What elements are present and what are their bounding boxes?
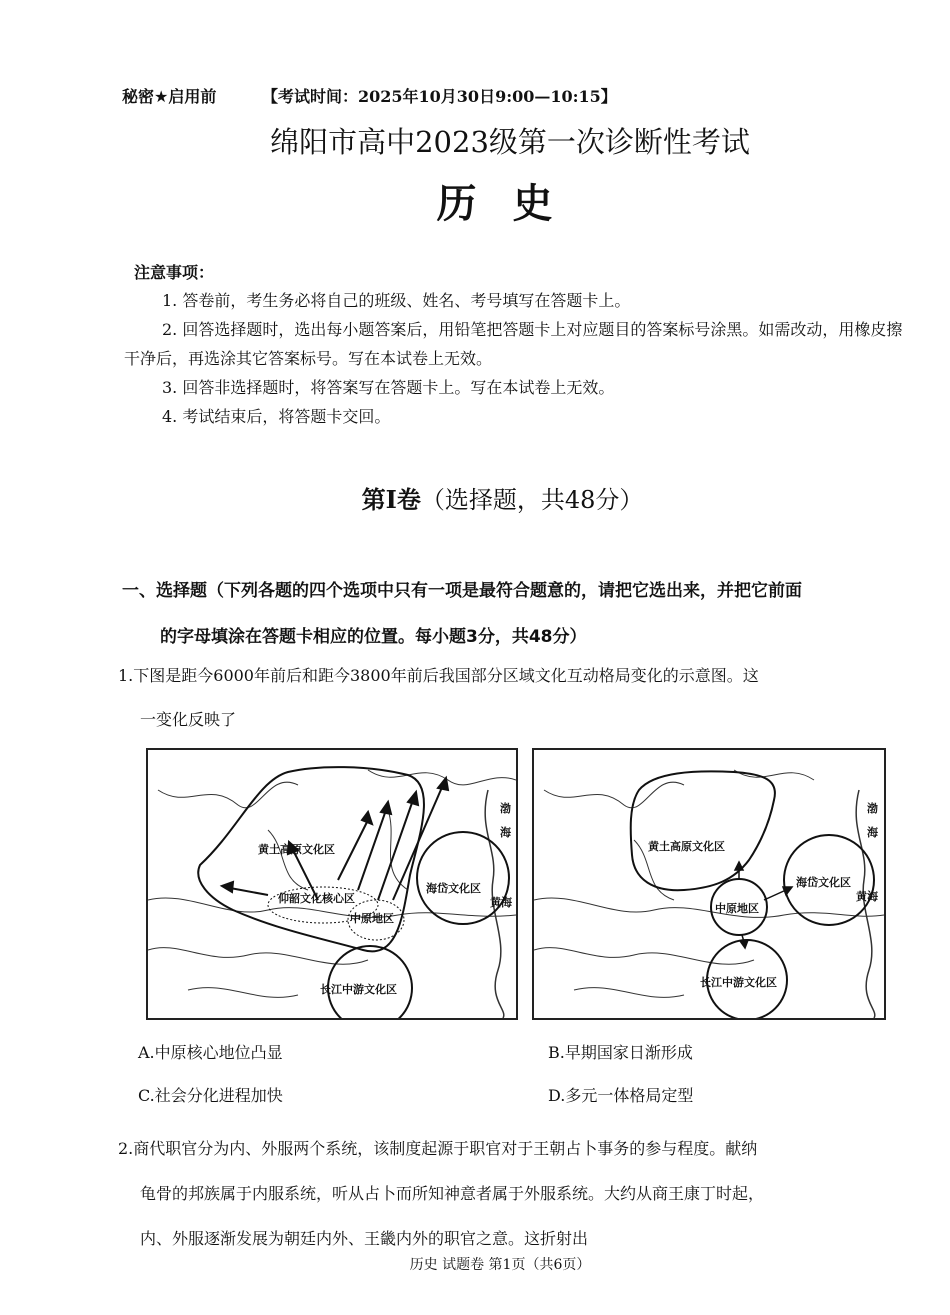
exam-time: 【考试时间：2025年10月30日9:00—10:15】: [262, 87, 617, 106]
map-3800-years: [532, 748, 886, 1020]
influence-arrow: [230, 888, 268, 895]
section-title: [0, 480, 950, 515]
part-heading: [122, 568, 912, 660]
map-3800-svg: [534, 750, 884, 1018]
arrow-head: [381, 802, 391, 814]
notes-heading: 注意事项：: [134, 263, 215, 282]
haidai-circle: [417, 832, 509, 924]
exam-title: 绵阳市高中2023级第一次诊断性考试: [270, 125, 750, 159]
map-label-bohai-2: 海: [500, 826, 511, 839]
changjiang-circle: [328, 946, 412, 1018]
option-a: A.中原核心地位凸显: [138, 1043, 283, 1062]
river-line: [268, 830, 308, 890]
map-label-changjiang: 长江中游文化区: [700, 976, 777, 989]
question-line: 2.商代职官分为内、外服两个系统，该制度起源于职官对于王朝占卜事务的参与程度。献纳: [118, 1139, 758, 1158]
question-line: 一变化反映了: [140, 710, 237, 729]
map-label-huanghai: 黄海: [856, 890, 878, 903]
river-line: [534, 898, 884, 917]
question-line: 内、外服逐渐发展为朝廷内外、王畿内外的职官之意。这折射出: [140, 1229, 589, 1248]
note-item: 2. 回答选择题时，选出每小题答案后，用铅笔把答题卡上对应题目的答案标号涂黑。如需改动，用橡皮擦干净后，再选涂其它答案标号。写在本试卷上无效。: [124, 320, 903, 368]
part-heading-line: 的字母填涂在答题卡相应的位置。每小题3分，共48分）: [160, 627, 587, 647]
option-c: C.社会分化进程加快: [138, 1086, 283, 1105]
map-label-zhongyuan: 中原地区: [350, 912, 394, 925]
arrow-head: [740, 940, 748, 948]
map-label-yangshao: 仰韶文化核心区: [278, 892, 355, 905]
part-heading-line: 一、选择题（下列各题的四个选项中只有一项是最符合题意的，请把它选出来，并把它前面: [122, 581, 802, 601]
map-label-bohai-1: 渤: [500, 802, 511, 815]
map-label-bohai-2: 海: [867, 826, 878, 839]
river-line: [148, 948, 368, 965]
map-label-zhongyuan: 中原地区: [715, 902, 759, 915]
map-label-haidai: 海岱文化区: [796, 876, 851, 889]
option-b: B.早期国家日渐形成: [548, 1043, 693, 1062]
question-2-stem: [118, 1126, 913, 1261]
option-d: D.多元一体格局定型: [548, 1086, 694, 1105]
huangtu-region-boundary: [631, 771, 775, 890]
influence-arrow: [338, 820, 368, 880]
map-label-haidai: 海岱文化区: [426, 882, 481, 895]
map-label-huanghai: 黄海: [490, 896, 512, 909]
map-label-huangtu: 黄土高原文化区: [648, 840, 725, 853]
question-line: 1.下图是距今6000年前后和距今3800年前后我国部分区域文化互动格局变化的示意图。这: [118, 666, 759, 685]
map-label-bohai-1: 渤: [867, 802, 878, 815]
notes-list: [124, 286, 904, 431]
arrow-head: [438, 778, 448, 790]
map-6000-years: [146, 748, 518, 1020]
coastline: [856, 790, 875, 1018]
river-line: [574, 988, 684, 998]
note-item: 1. 答卷前，考生务必将自己的班级、姓名、考号填写在答题卡上。: [162, 291, 631, 310]
river-line: [158, 782, 298, 808]
river-line: [734, 770, 814, 780]
arrow-head: [735, 862, 743, 870]
arrow-head: [783, 887, 792, 895]
map-label-huangtu: 黄土高原文化区: [258, 843, 335, 856]
note-item: 3. 回答非选择题时，将答案写在答题卡上。写在本试卷上无效。: [162, 378, 615, 397]
river-line: [188, 988, 298, 998]
arrow-head: [222, 882, 233, 892]
subject-title: 历史: [436, 180, 589, 227]
section-title-main: 第I卷: [361, 485, 421, 514]
influence-arrow: [764, 890, 786, 900]
question-line: 龟骨的邦族属于内服系统，听从占卜而所知神意者属于外服系统。大约从商王康丁时起，: [140, 1184, 765, 1203]
arrow-head: [362, 812, 372, 824]
map-6000-svg: [148, 750, 516, 1018]
map-label-changjiang: 长江中游文化区: [320, 983, 397, 996]
question-1-stem: [118, 654, 913, 742]
river-line: [544, 782, 684, 808]
page-footer: 历史 试题卷 第1页（共6页）: [409, 1257, 591, 1273]
note-item: 4. 考试结束后，将答题卡交回。: [162, 407, 391, 426]
section-title-sub: （选择题，共48分）: [420, 486, 644, 514]
confidential-label: 秘密★启用前: [122, 87, 217, 106]
arrow-head: [408, 792, 418, 805]
